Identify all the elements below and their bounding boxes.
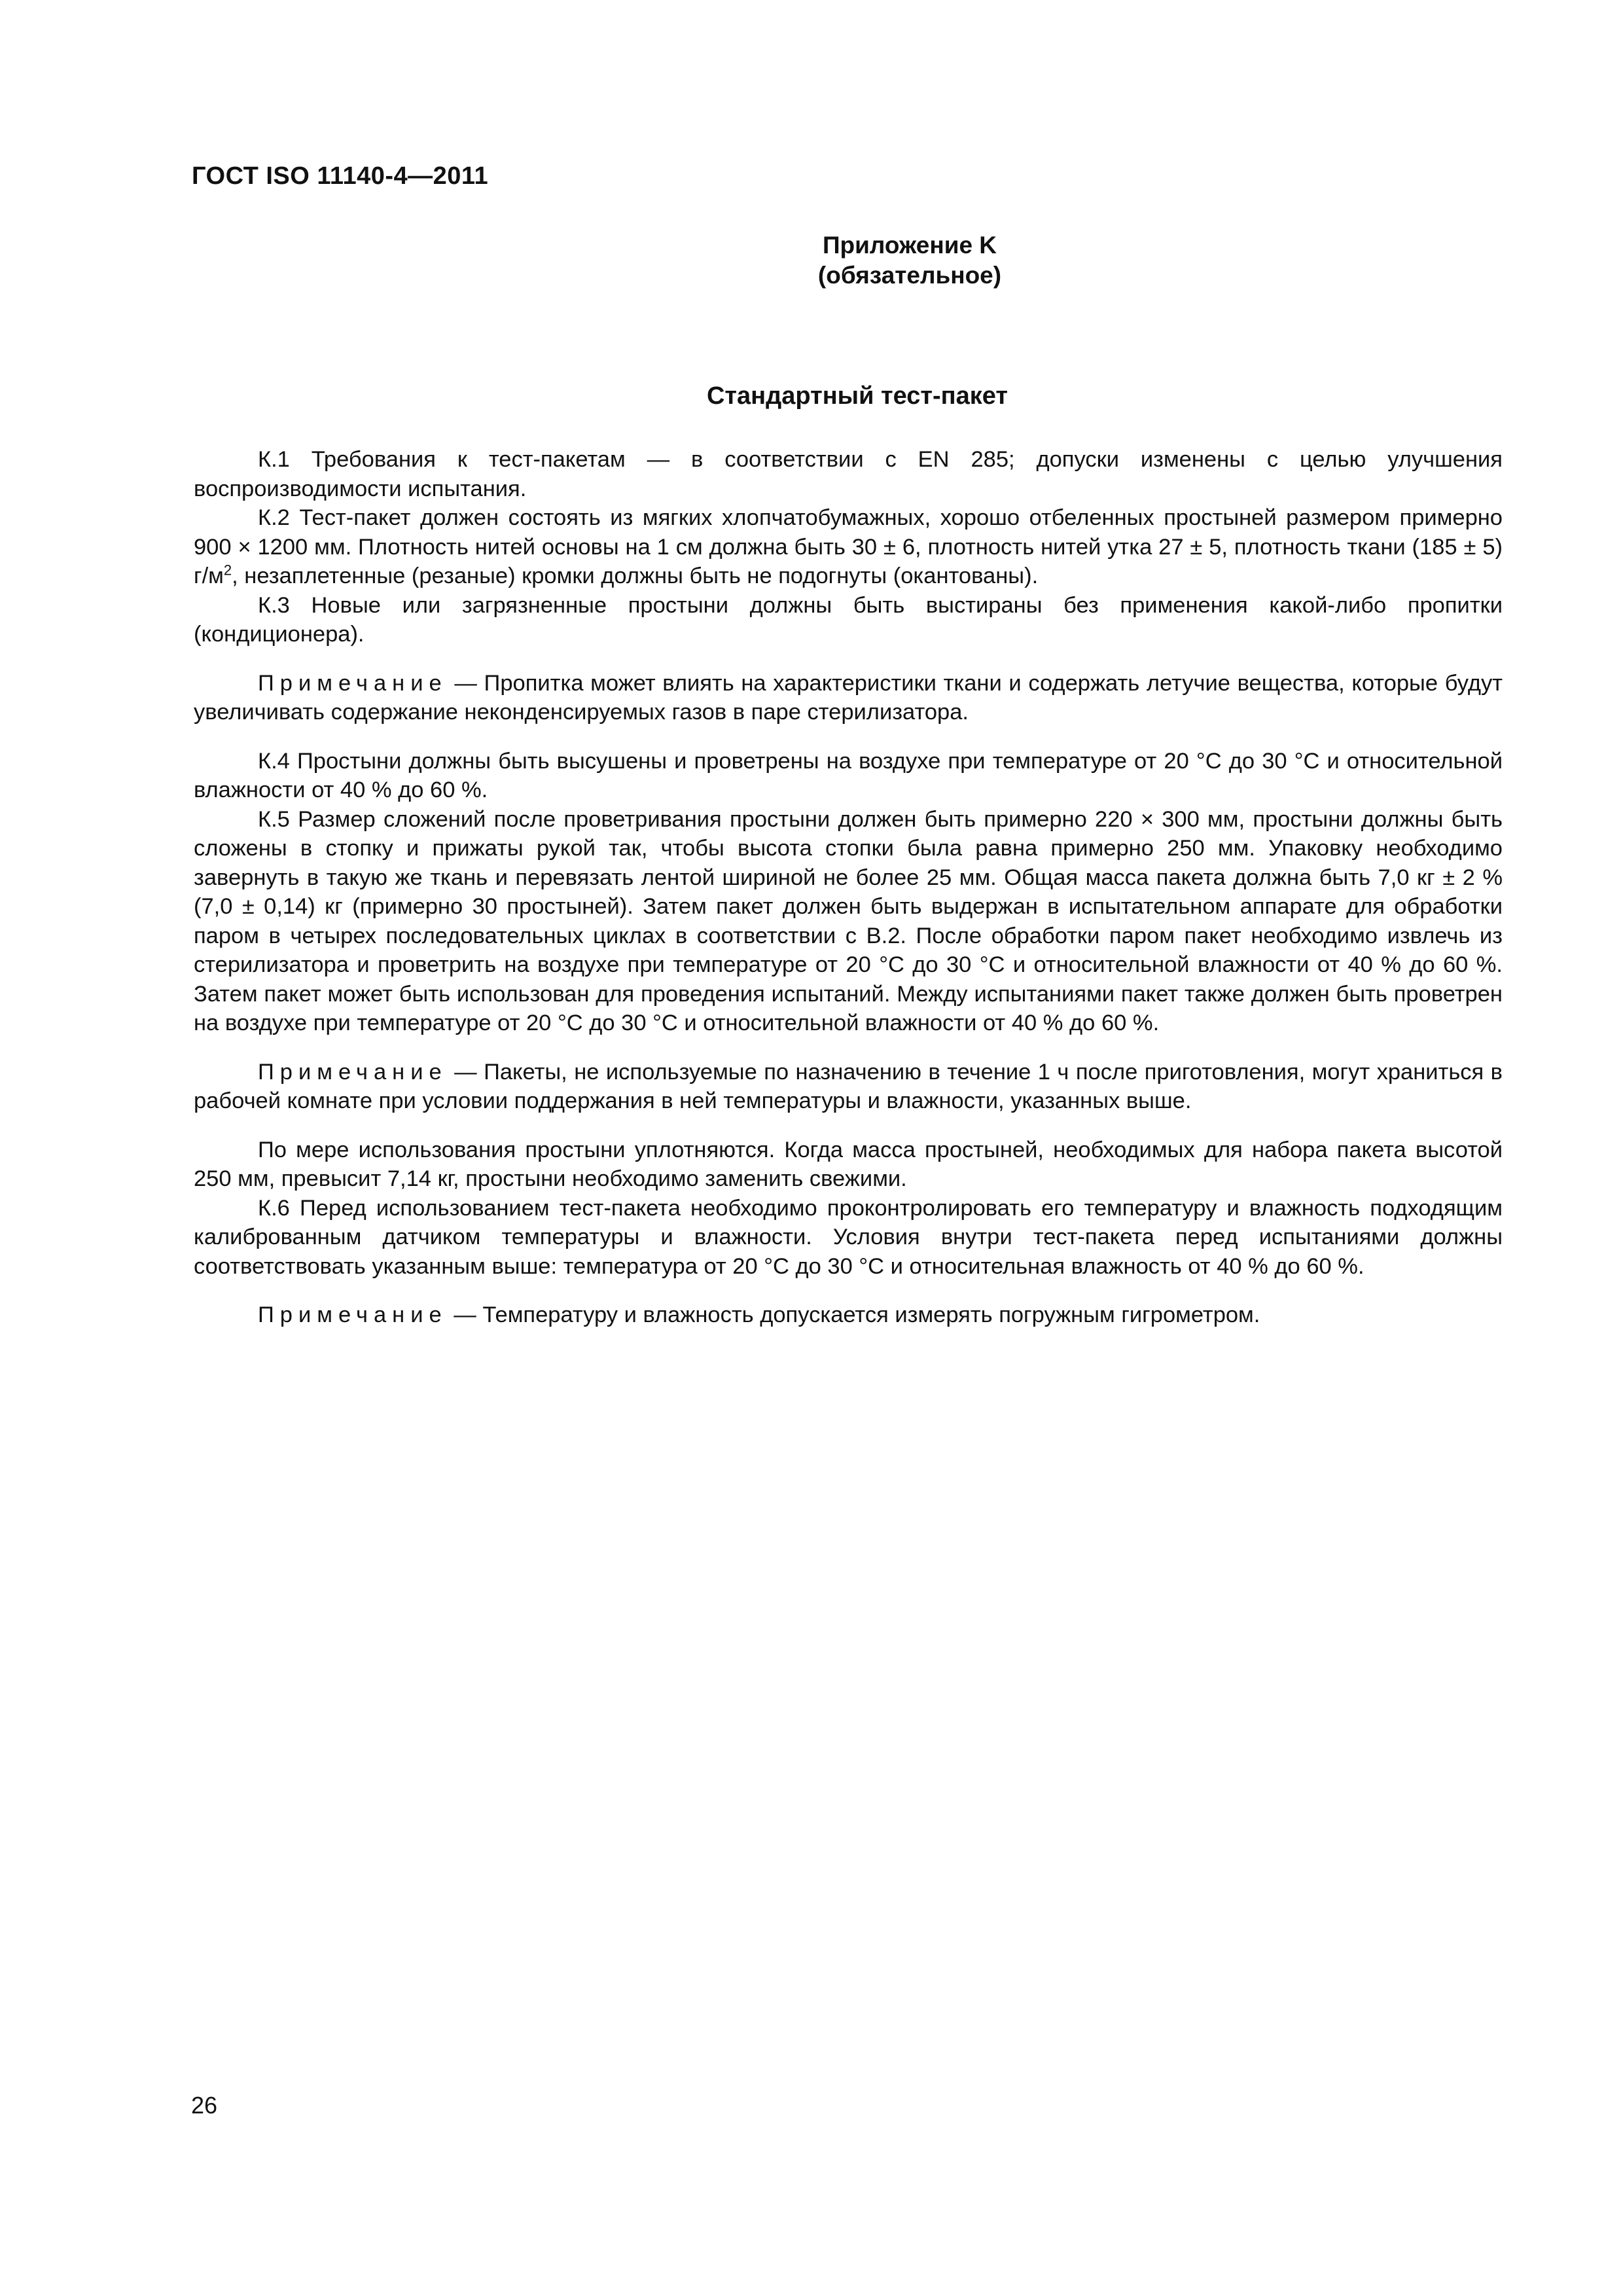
note-2 bbox=[194, 1058, 1503, 1116]
note-3 bbox=[194, 1300, 1503, 1330]
note-label: Примечание bbox=[258, 670, 448, 696]
paragraph-k6: К.6 Перед использованием тест-пакета необходимо проконтролировать его температуру и влажность подходящим калиброванным датчиком температуры и влажности. Условия внутри тест-пакета перед испытаниями должны соответствовать указанным выше: температура от 20 °С до 30 °С и относительная влажность от 40 % до 60 %. bbox=[194, 1195, 1503, 1279]
annex-status: (обязательное) bbox=[817, 262, 1002, 289]
paragraph-k2 bbox=[194, 503, 1503, 591]
paragraph-sheet-compaction: По мере использования простыни уплотняются. Когда масса простыней, необходимых для набора пакета высотой 250 мм, превысит 7,14 кг, простыни необходимо заменить свежими. bbox=[194, 1137, 1503, 1191]
note-label: Примечание bbox=[258, 1302, 448, 1327]
note-3-text: — Температуру и влажность допускается измерять погружным гигрометром. bbox=[447, 1302, 1260, 1327]
paragraph-k2-text: К.2 Тест-пакет должен состоять из мягких хлопчатобумажных, хорошо отбеленных простыней размером примерно 900 × 1200 мм. Плотность нитей основы на 1 см должна быть 30 ± 6, плотность нитей утка 27 ± 5, плотность ткани (185 ± 5) г/м bbox=[194, 505, 1503, 588]
page-number: 26 bbox=[191, 2092, 218, 2119]
annex-heading bbox=[713, 230, 1106, 291]
document-body bbox=[194, 445, 1503, 1330]
annex-title: Стандартный тест-пакет bbox=[706, 382, 1008, 410]
paragraph-k3: К.3 Новые или загрязненные простыни должны быть выстираны без применения какой-либо пропитки (кондиционера). bbox=[194, 592, 1503, 647]
document-header: ГОСТ ISO 11140-4—2011 bbox=[192, 162, 489, 190]
annex-label: Приложение K bbox=[822, 232, 997, 259]
paragraph-k5: К.5 Размер сложений после проветривания простыни должен быть примерно 220 × 300 мм, простыни должны быть сложены в стопку и прижаты рукой так, чтобы высота стопки была равна примерно 250 мм. Упаковку необходимо завернуть в такую же ткань и перевязать лентой шириной не более 25 мм. Общая масса пакета должна быть 7,0 кг ± 2 % (7,0 ± 0,14) кг (примерно 30 простыней). Затем пакет должен быть выдержан в испытательном аппарате для обработки паром в четырех последовательных циклах в соответствии с В.2. После обработки паром пакет необходимо извлечь из стерилизатора и проветрить на воздухе при температуре от 20 °С до 30 °С и относительной влажности от 40 % до 60 %. Затем пакет может быть использован для проведения испытаний. Между испытаниями пакет также должен быть проветрен на воздухе при температуре от 20 °С до 30 °С и относительной влажности от 40 % до 60 %. bbox=[194, 806, 1503, 1035]
paragraph-k4: К.4 Простыни должны быть высушены и проветрены на воздухе при температуре от 20 °С до 30 °С и относительной влажности от 40 % до 60 %. bbox=[194, 748, 1503, 802]
superscript-two: 2 bbox=[223, 562, 232, 579]
note-2-text: — Пакеты, не используемые по назначению в течение 1 ч после приготовления, могут храниться в рабочей комнате при условии поддержания в ней температуры и влажности, указанных выше. bbox=[194, 1059, 1503, 1113]
note-1 bbox=[194, 669, 1503, 727]
paragraph-k1: К.1 Требования к тест-пакетам — в соответствии с EN 285; допуски изменены с целью улучшения воспроизводимости испытания. bbox=[194, 447, 1503, 501]
paragraph-k2-tail: , незаплетенные (резаные) кромки должны быть не подогнуты (окантованы). bbox=[232, 564, 1039, 588]
note-1-text: — Пропитка может влиять на характеристики ткани и содержать летучие вещества, которые будут увеличивать содержание неконденсируемых газов в паре стерилизатора. bbox=[194, 670, 1503, 725]
note-label: Примечание bbox=[258, 1059, 448, 1085]
